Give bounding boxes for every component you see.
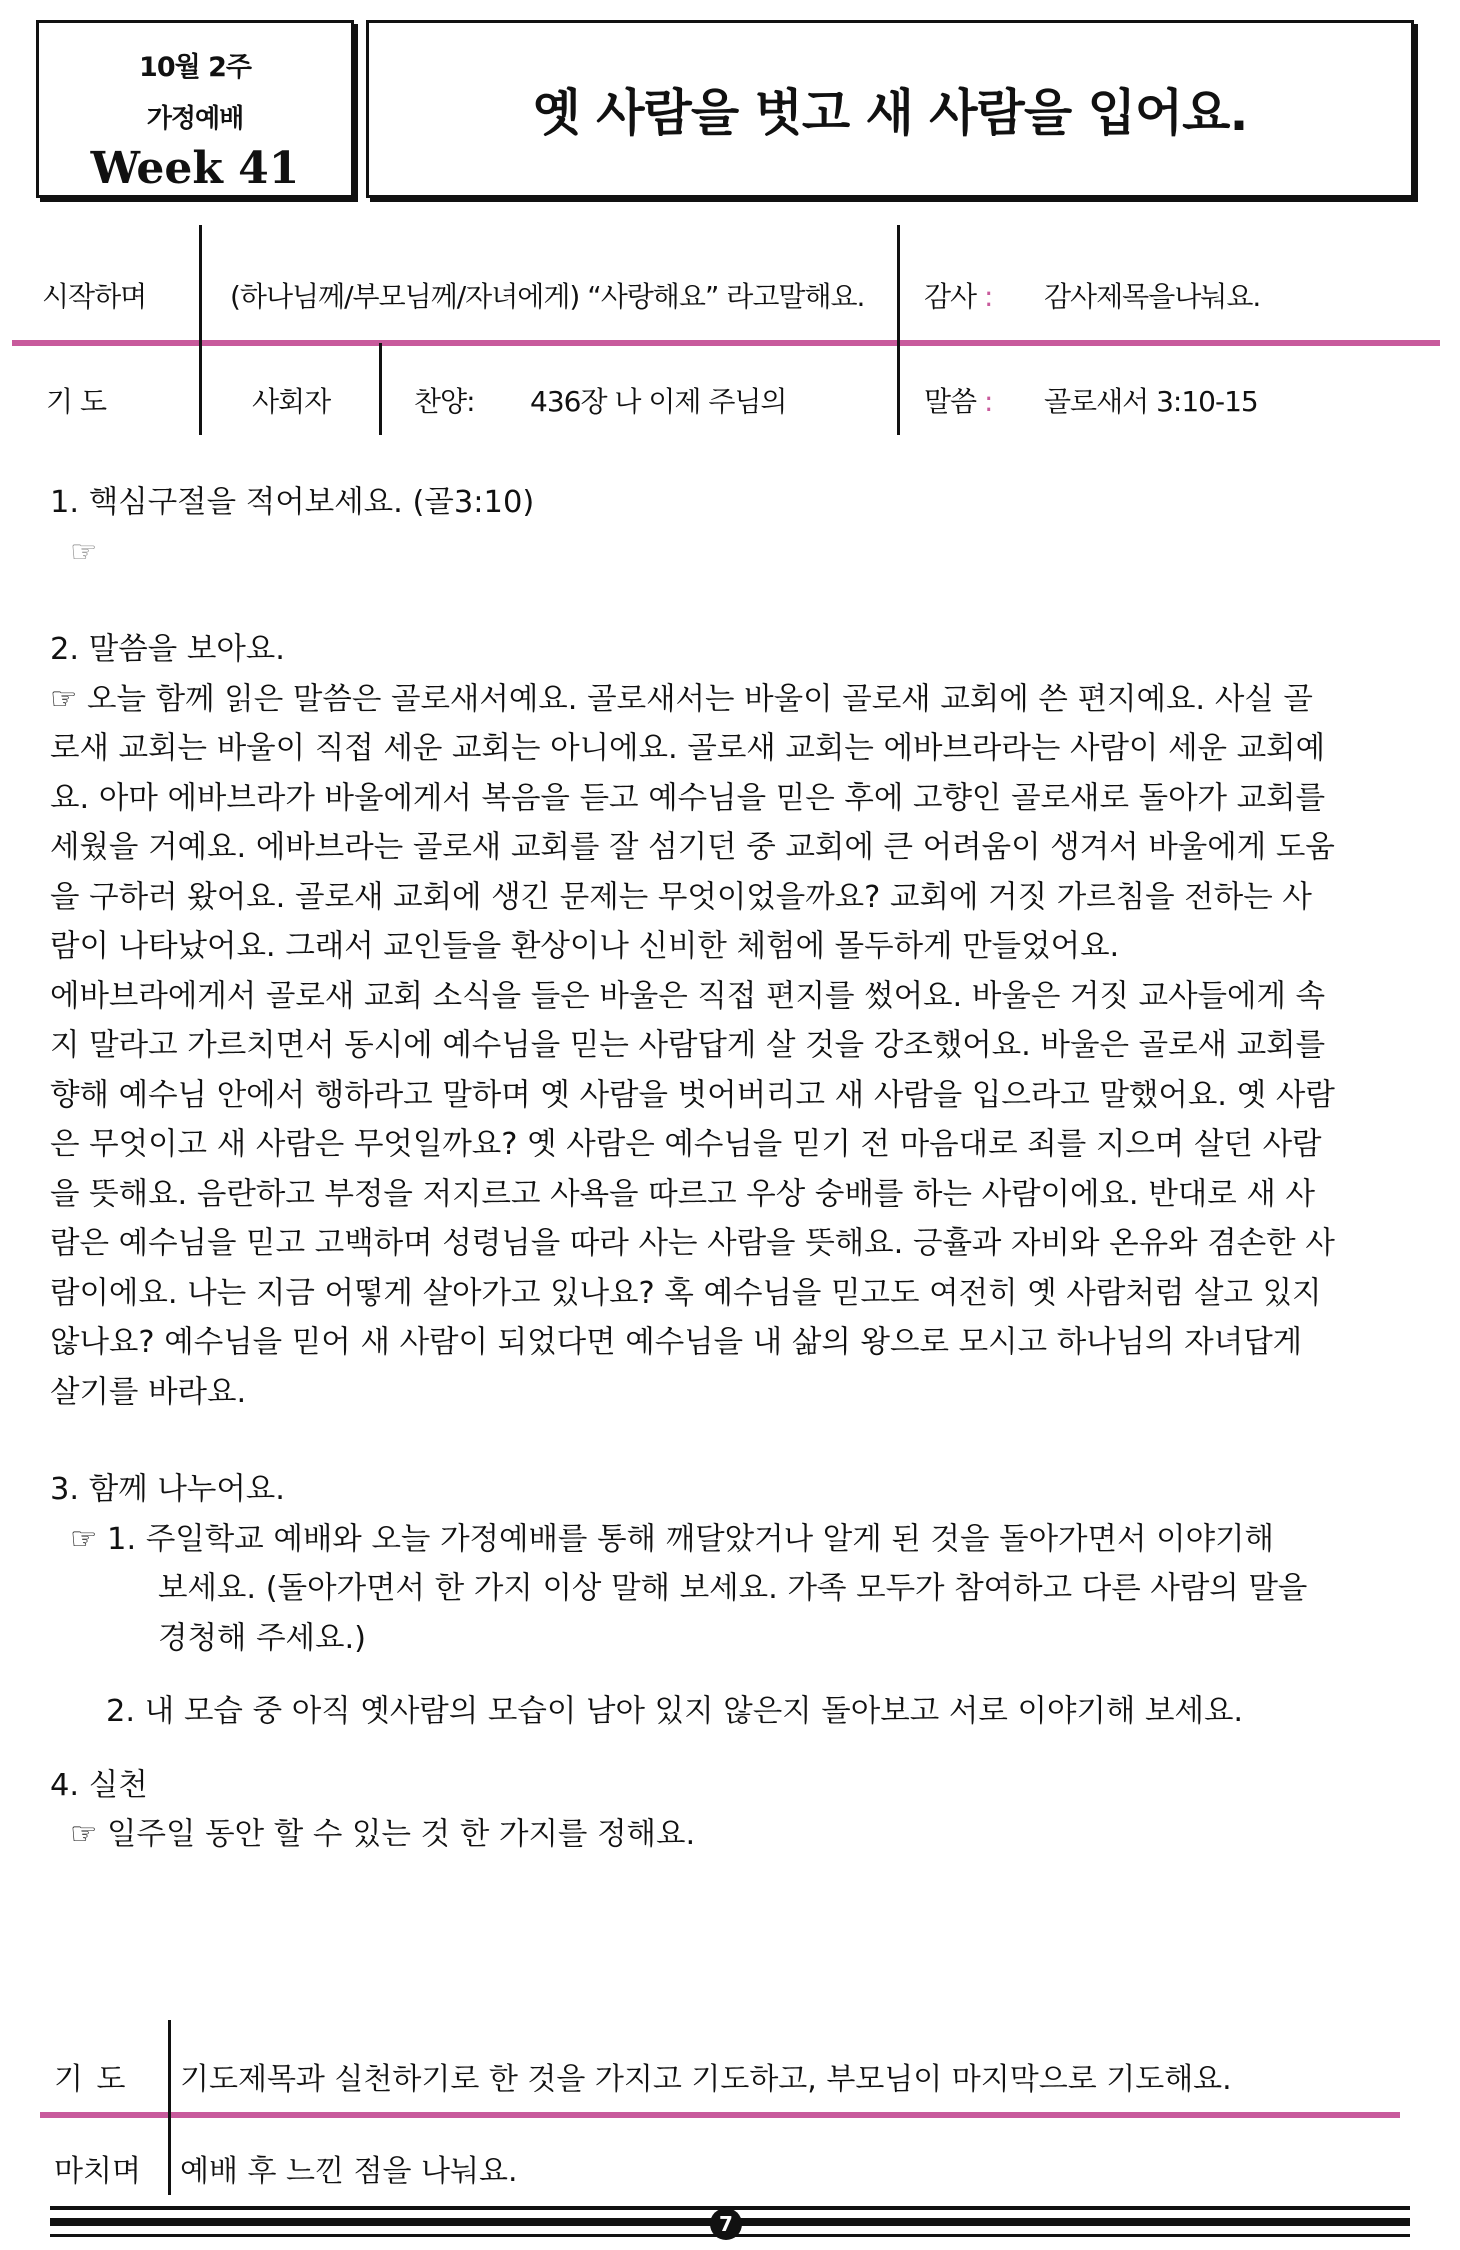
- paragraph-line: 람은 예수님을 믿고 고백하며 성령님을 따라 사는 사람을 뜻해요. 긍휼과 자비와 온유와 겸손한 사: [50, 1226, 1335, 1261]
- paragraph-line: 을 구하러 왔어요. 골로새 교회에 생긴 문제는 무엇이었을까요? 교회에 거짓 가르침을 전하는 사: [50, 879, 1312, 915]
- week-number: Week 41: [90, 143, 300, 194]
- closing-table: [40, 2020, 1420, 2192]
- start-text: (하나님께/부모님께/자녀에게) “사랑해요” 라고말해요.: [230, 280, 865, 313]
- hymn-text: 436장 나 이제 주님의: [530, 385, 787, 418]
- title-box: [366, 20, 1414, 198]
- week-info-box: [36, 20, 354, 198]
- worship-content: [50, 478, 1420, 1860]
- worship-type: 가정예배: [146, 104, 244, 134]
- paragraph-line: 향해 예수님 안에서 행하라고 말하며 옛 사람을 벗어버리고 새 사람을 입으라고 말했어요. 옛 사람: [50, 1077, 1335, 1113]
- section-3-title: 3. 함께 나누어요.: [50, 1472, 285, 1507]
- paragraph-line: 살기를 바라요.: [50, 1374, 247, 1410]
- worship-order-table: [12, 225, 1440, 435]
- closing-prayer-label: 기 도: [54, 2062, 128, 2097]
- thanks-text: 감사제목을나눠요.: [1044, 280, 1261, 313]
- share-item-1-line: ☞ 1. 주일학교 예배와 오늘 가정예배를 통해 깨달았거나 알게 된 것을 돌아가면서 이야기해: [70, 1521, 1274, 1557]
- paragraph-line: 세웠을 거예요. 에바브라는 골로새 교회를 잘 섬기던 중 교회에 큰 어려움이 생겨서 바울에게 도움: [50, 830, 1335, 865]
- pointer-icon: ☞: [70, 534, 98, 570]
- closing-prayer-row: [40, 2020, 1420, 2112]
- paragraph-line: 요. 아마 에바브라가 바울에게서 복음을 듣고 예수님을 믿은 후에 고향인 골로새로 돌아가 교회를: [50, 780, 1326, 816]
- paragraph-line: 은 무엇이고 새 사람은 무엇일까요? 옛 사람은 예수님을 믿기 전 마음대로 죄를 지으며 살던 사람: [50, 1127, 1322, 1162]
- share-item-2: 2. 내 모습 중 아직 옛사람의 모습이 남아 있지 않은지 돌아보고 서로 이야기해 보세요.: [106, 1694, 1244, 1729]
- page-number: 7: [710, 2208, 742, 2240]
- closing-end-row: [40, 2112, 1420, 2192]
- start-label: 시작하며: [42, 280, 147, 313]
- paragraph-line: 람이 나타났어요. 그래서 교인들을 환상이나 신비한 체험에 몰두하게 만들었어요.: [50, 929, 1120, 964]
- paragraph-line: 람이에요. 나는 지금 어떻게 살아가고 있나요? 혹 예수님을 믿고도 여전히 옛 사람처럼 살고 있지: [50, 1275, 1322, 1311]
- share-item-1-line: 경청해 주세요.): [158, 1620, 367, 1656]
- paragraph-line: 로새 교회는 바울이 직접 세운 교회는 아니에요. 골로새 교회는 에바브라라는 사람이 세운 교회예: [50, 731, 1326, 766]
- section-1-title: 1. 핵심구절을 적어보세요. (골3:10): [50, 485, 535, 520]
- paragraph-line: 않나요? 예수님을 믿어 새 사람이 되었다면 예수님을 내 삶의 왕으로 모시고 하나님의 자녀답게: [50, 1325, 1303, 1360]
- share-item-1-line: 보세요. (돌아가면서 한 가지 이상 말해 보세요. 가족 모두가 참여하고 다른 사람의 말을: [158, 1571, 1308, 1606]
- table-divider: [199, 225, 202, 435]
- word-label: 말씀 :: [924, 385, 993, 418]
- hymn-label: 찬양:: [414, 385, 475, 418]
- pink-divider: [12, 340, 1440, 346]
- closing-end-label: 마치며: [54, 2154, 141, 2189]
- page-title: 옛 사람을 벗고 새 사람을 입어요.: [532, 84, 1248, 142]
- table-divider: [379, 343, 382, 435]
- paragraph-line: ☞ 오늘 함께 읽은 말씀은 골로새서예요. 골로새서는 바울이 골로새 교회에 쓴 편지예요. 사실 골: [50, 681, 1313, 717]
- leader-label: 사회자: [252, 385, 331, 418]
- week-date: 10월 2주: [139, 52, 251, 83]
- paragraph-line: 을 뜻해요. 음란하고 부정을 저지르고 사욕을 따르고 우상 숭배를 하는 사람이에요. 반대로 새 사: [50, 1176, 1316, 1212]
- paragraph-line: 지 말라고 가르치면서 동시에 예수님을 믿는 사람답게 살 것을 강조했어요. 바울은 골로새 교회를: [50, 1028, 1326, 1063]
- practice-text: ☞ 일주일 동안 할 수 있는 것 한 가지를 정해요.: [70, 1817, 696, 1852]
- thanks-label: 감사 :: [924, 280, 993, 313]
- prayer-label: 기 도: [46, 385, 106, 418]
- closing-end-text: 예배 후 느낀 점을 나눠요.: [180, 2154, 518, 2189]
- paragraph-line: 에바브라에게서 골로새 교회 소식을 들은 바울은 직접 편지를 썼어요. 바울은 거짓 교사들에게 속: [50, 978, 1326, 1014]
- table-divider: [897, 225, 900, 435]
- closing-prayer-text: 기도제목과 실천하기로 한 것을 가지고 기도하고, 부모님이 마지막으로 기도해요.: [180, 2062, 1232, 2097]
- section-2-title: 2. 말씀을 보아요.: [50, 632, 285, 667]
- word-text: 골로새서 3:10-15: [1044, 385, 1258, 418]
- section-4-title: 4. 실천: [50, 1767, 148, 1803]
- table-divider: [168, 2020, 171, 2195]
